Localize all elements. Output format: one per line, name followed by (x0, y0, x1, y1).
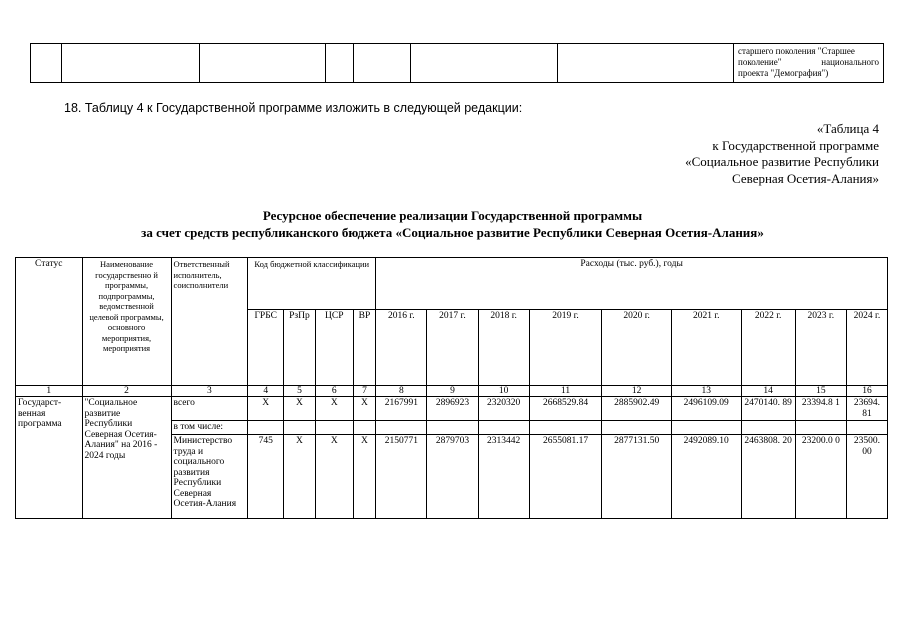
value-cell: 2150771 (376, 435, 427, 519)
instruction-paragraph: 18. Таблицу 4 к Государственной программе изложить в следующей редакции: (64, 101, 523, 115)
value-cell: 2877131.50 (602, 435, 672, 519)
header-budget-code: Код бюджетной классификации (248, 258, 376, 310)
title-line: за счет средств республиканского бюджета «Социальное развитие Республики Северная Осетия-Алания» (141, 225, 764, 240)
value-cell: 2463808. 20 (741, 435, 795, 519)
value-cell: 2470140. 89 (741, 397, 795, 421)
code-cell: Х (315, 435, 353, 519)
continuation-line: поколение" национального (738, 57, 879, 67)
value-cell: 2313442 (478, 435, 529, 519)
header-code: ЦСР (315, 310, 353, 386)
code-cell: Х (353, 397, 376, 421)
continuation-line: старшего поколения "Старшее (738, 46, 855, 56)
program-name-cell: "Социальное развитие Республики Северная Осетия-Алания" на 2016 - 2024 годы (82, 397, 171, 519)
column-number: 14 (741, 386, 795, 397)
column-number: 2 (82, 386, 171, 397)
caption-line: «Социальное развитие Республики (685, 154, 879, 169)
responsible-cell: всего (171, 397, 248, 421)
resource-table (15, 257, 888, 519)
header-year: 2024 г. (846, 310, 887, 386)
continuation-cell (734, 44, 884, 83)
value-cell: 2492089.10 (671, 435, 741, 519)
header-year: 2017 г. (427, 310, 478, 386)
value-cell: 2885902.49 (602, 397, 672, 421)
column-number: 12 (602, 386, 672, 397)
value-cell: 23200.0 0 (795, 435, 846, 519)
column-number: 11 (529, 386, 602, 397)
code-cell: Х (353, 435, 376, 519)
continuation-table (30, 43, 884, 83)
value-cell: 2167991 (376, 397, 427, 421)
code-cell: Х (315, 397, 353, 421)
caption-line: Северная Осетия-Алания» (732, 170, 879, 186)
header-year: 2021 г. (671, 310, 741, 386)
column-number: 4 (248, 386, 284, 397)
value-cell: 2668529.84 (529, 397, 602, 421)
header-year: 2022 г. (741, 310, 795, 386)
header-responsible: Ответственный исполнитель, соисполнители (171, 258, 248, 386)
column-number: 13 (671, 386, 741, 397)
value-cell: 2496109.09 (671, 397, 741, 421)
header-year: 2019 г. (529, 310, 602, 386)
header-status: Статус (16, 258, 83, 386)
value-cell: 23500. 00 (846, 435, 887, 519)
column-number: 10 (478, 386, 529, 397)
header-year: 2020 г. (602, 310, 672, 386)
header-name: Наименование государственно й программы, подпрограммы, ведомственной целевой программы, основного мероприятия, мероприятия (82, 258, 171, 386)
header-year: 2018 г. (478, 310, 529, 386)
column-number: 5 (284, 386, 316, 397)
header-code: ВР (353, 310, 376, 386)
value-cell: 2320320 (478, 397, 529, 421)
responsible-cell: в том числе: (171, 421, 248, 435)
column-number: 3 (171, 386, 248, 397)
code-cell: Х (284, 397, 316, 421)
value-cell: 2896923 (427, 397, 478, 421)
column-number: 8 (376, 386, 427, 397)
value-cell: 2655081.17 (529, 435, 602, 519)
caption-line: «Таблица 4 (816, 121, 879, 136)
header-code: РзПр (284, 310, 316, 386)
code-cell: 745 (248, 435, 284, 519)
column-number: 7 (353, 386, 376, 397)
code-cell: Х (248, 397, 284, 421)
column-number: 15 (795, 386, 846, 397)
code-cell: Х (284, 435, 316, 519)
column-number: 1 (16, 386, 83, 397)
title-line: Ресурсное обеспечение реализации Государственной программы (262, 208, 643, 223)
value-cell: 23694. 81 (846, 397, 887, 421)
responsible-cell: Министерство труда и социального развития Республики Северная Осетия-Алания (171, 435, 248, 519)
value-cell: 23394.8 1 (795, 397, 846, 421)
header-year: 2023 г. (795, 310, 846, 386)
header-expenses: Расходы (тыс. руб.), годы (376, 258, 888, 310)
table-title (0, 207, 905, 241)
caption-line: к Государственной программе (712, 137, 879, 153)
column-number: 9 (427, 386, 478, 397)
column-number: 6 (315, 386, 353, 397)
status-cell: Государст-венная программа (16, 397, 83, 519)
header-code: ГРБС (248, 310, 284, 386)
table-caption-block (685, 121, 879, 187)
continuation-line: проекта "Демография") (738, 68, 829, 78)
header-year: 2016 г. (376, 310, 427, 386)
value-cell: 2879703 (427, 435, 478, 519)
column-number: 16 (846, 386, 887, 397)
